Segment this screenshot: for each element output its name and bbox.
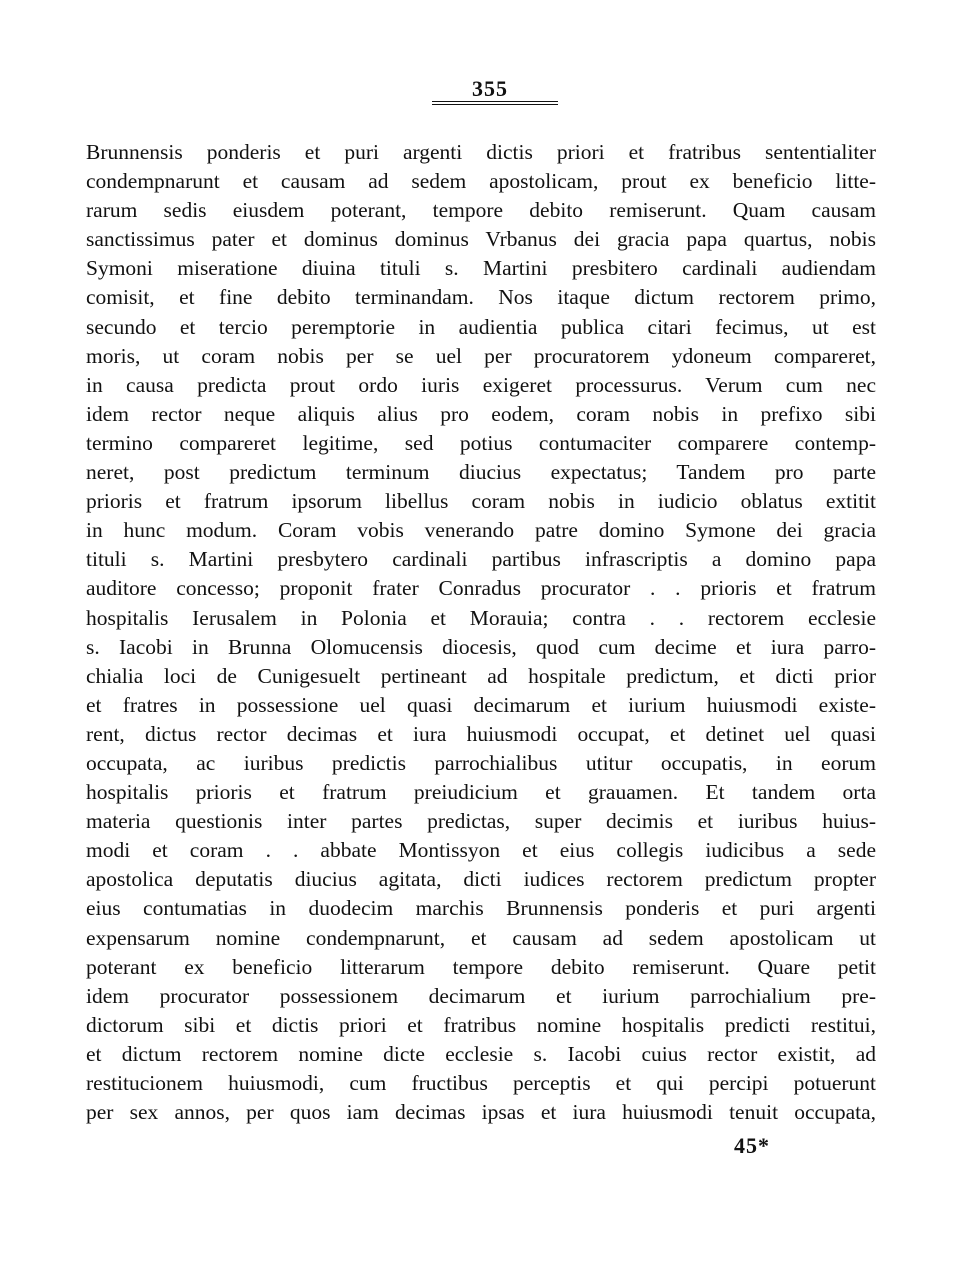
- text-line: in hunc modum. Coram vobis venerando patre domino Symone dei gracia: [86, 518, 876, 543]
- text-line: expensarum nomine condempnarunt, et causam ad sedem apostolicam ut: [86, 925, 876, 950]
- text-line: neret, post predictum terminum diucius expectatus; Tandem pro parte: [86, 460, 876, 485]
- text-line: modi et coram . . abbate Montissyon et eius collegis iudicibus a sede: [86, 838, 876, 863]
- text-line: hospitalis Ierusalem in Polonia et Morauia; contra . . rectorem ecclesie: [86, 605, 876, 630]
- text-line: tituli s. Martini presbytero cardinali partibus infrascriptis a domino papa: [86, 547, 876, 572]
- text-line: Symoni miseratione diuina tituli s. Martini presbitero cardinali audiendam: [86, 256, 876, 281]
- text-line: termino compareret legitime, sed potius contumaciter comparere contemp-: [86, 430, 876, 455]
- text-line: dictorum sibi et dictis priori et fratribus nomine hospitalis predicti restitui,: [86, 1012, 876, 1037]
- text-line: per sex annos, per quos iam decimas ipsas et iura huiusmodi tenuit occupata,: [86, 1100, 876, 1125]
- text-line: materia questionis inter partes predictas, super decimis et iuribus huius-: [86, 809, 876, 834]
- text-line: s. Iacobi in Brunna Olomucensis diocesis, quod cum decime et iura parro-: [86, 634, 876, 659]
- text-line: poterant ex beneficio litterarum tempore debito remiserunt. Quare petit: [86, 954, 876, 979]
- body-text: [86, 138, 876, 1127]
- text-line: sanctissimus pater et dominus dominus Vrbanus dei gracia papa quartus, nobis: [86, 227, 876, 252]
- text-line: apostolica deputatis diucius agitata, dicti iudices rectorem predictum propter: [86, 867, 876, 892]
- text-line: idem rector neque aliquis alius pro eodem, coram nobis in prefixo sibi: [86, 401, 876, 426]
- text-line: rarum sedis eiusdem poterant, tempore debito remiserunt. Quam causam: [86, 198, 876, 223]
- text-line: et dictum rectorem nomine dicte ecclesie s. Iacobi cuius rector existit, ad: [86, 1041, 876, 1066]
- text-line: idem procurator possessionem decimarum et iurium parrochialium pre-: [86, 983, 876, 1008]
- text-line: hospitalis prioris et fratrum preiudicium et grauamen. Et tandem orta: [86, 780, 876, 805]
- page-number: 355: [472, 76, 508, 101]
- text-line: rent, dictus rector decimas et iura huiusmodi occupat, et detinet uel quasi: [86, 721, 876, 746]
- text-line: et fratres in possessione uel quasi decimarum et iurium huiusmodi existe-: [86, 692, 876, 717]
- text-line: condempnarunt et causam ad sedem apostolicam, prout ex beneficio litte-: [86, 169, 876, 194]
- text-line: in causa predicta prout ordo iuris exigeret processurus. Verum cum nec: [86, 372, 876, 397]
- text-line: Brunnensis ponderis et puri argenti dictis priori et fratribus sententialiter: [86, 140, 876, 164]
- text-line: auditore concesso; proponit frater Conradus procurator . . prioris et fratrum: [86, 576, 876, 601]
- text-line: restitucionem huiusmodi, cum fructibus perceptis et qui percipi potuerunt: [86, 1071, 876, 1095]
- text-line: chialia loci de Cunigesuelt pertineant ad hospitale predictum, et dicti prior: [86, 663, 876, 688]
- text-line: moris, ut coram nobis per se uel per procuratorem ydoneum compareret,: [86, 343, 876, 368]
- signature-mark: 45*: [734, 1133, 770, 1158]
- text-line: comisit, et fine debito terminandam. Nos itaque dictum rectorem primo,: [86, 285, 876, 310]
- text-line: occupata, ac iuribus predictis parrochialibus utitur occupatis, in eorum: [86, 750, 876, 775]
- text-line: secundo et tercio peremptorie in audientia publica citari fecimus, ut est: [86, 314, 876, 339]
- page-number-rule: [432, 101, 558, 105]
- text-line: eius contumatias in duodecim marchis Brunnensis ponderis et puri argenti: [86, 896, 876, 921]
- text-line: prioris et fratrum ipsorum libellus coram nobis in iudicio oblatus extitit: [86, 489, 876, 514]
